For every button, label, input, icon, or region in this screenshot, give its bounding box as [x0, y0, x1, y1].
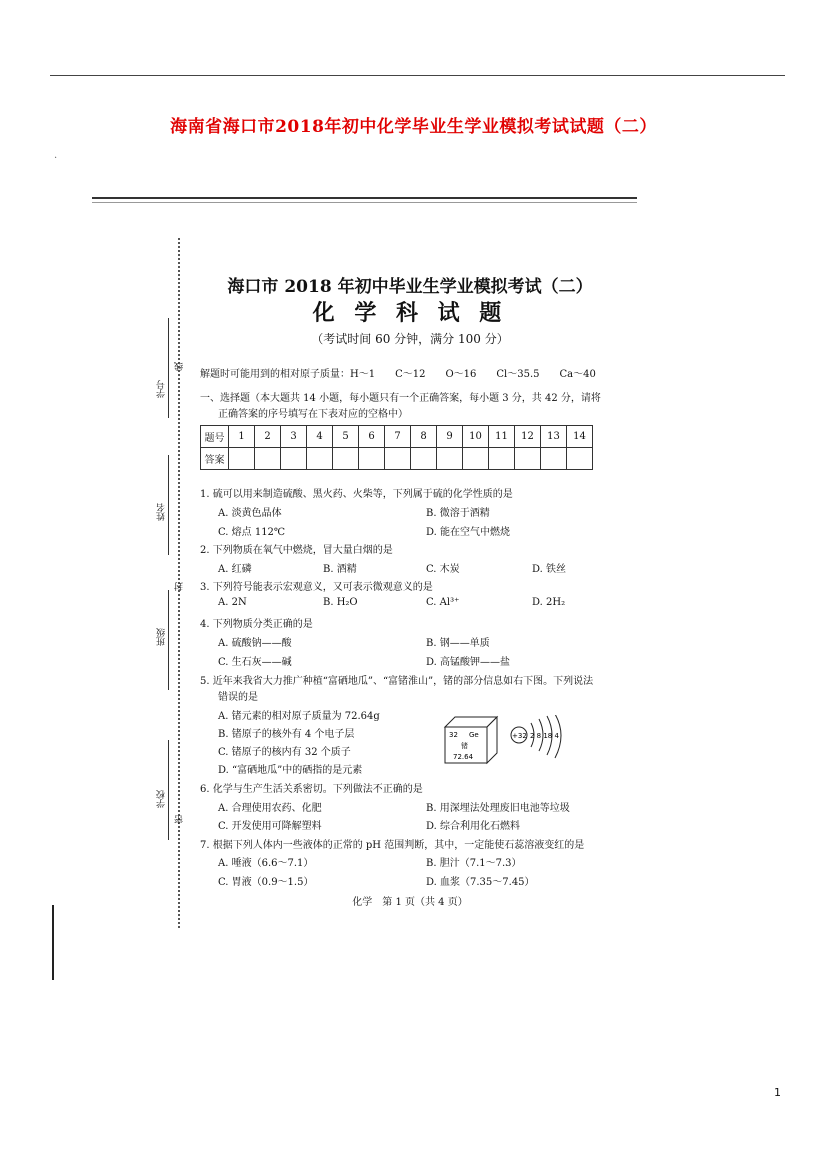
answer-cell[interactable] [437, 448, 463, 470]
ge-atomic-number: 32 [449, 731, 458, 739]
answer-cell[interactable] [385, 448, 411, 470]
option-6c: C. 开发使用可降解塑料 [218, 821, 322, 832]
atomic-masses: 解题时可能用到的相对原子质量：H～1 C～12 O～16 Cl～35.5 Ca～40 [200, 369, 596, 380]
table-header-cell: 答案 [201, 448, 229, 470]
question-number-cell: 3 [281, 426, 307, 448]
question-number-cell: 4 [307, 426, 333, 448]
question-number-cell: 5 [333, 426, 359, 448]
question-number-cell: 2 [255, 426, 281, 448]
ge-name: 锗 [461, 742, 468, 750]
margin-label-banji: 班级 [157, 628, 167, 646]
option-7b: B. 胆汁（7.1～7.3） [426, 858, 522, 869]
question-number-cell: 1 [229, 426, 255, 448]
stray-dot: . [54, 150, 58, 161]
question-1: 1. 硫可以用来制造硫酸、黑火药、火柴等，下列属于硫的化学性质的是 [200, 489, 513, 500]
margin-label-xian: 线 [175, 362, 185, 371]
option-1b: B. 微溶于酒精 [426, 508, 490, 519]
answer-cell[interactable] [567, 448, 593, 470]
question-number-cell: 7 [385, 426, 411, 448]
option-7a: A. 唾液（6.6～7.1） [218, 858, 314, 869]
option-4c: C. 生石灰——碱 [218, 657, 292, 668]
answer-cell[interactable] [515, 448, 541, 470]
question-4: 4. 下列物质分类正确的是 [200, 619, 313, 630]
scan-edge-line [92, 197, 637, 199]
answer-cell[interactable] [489, 448, 515, 470]
option-7c: C. 胃液（0.9～1.5） [218, 877, 314, 888]
question-5: 5. 近年来我省大力推广种植“富硒地瓜”、“富锗淮山”，锗的部分信息如右下图。下列说法 [200, 676, 594, 687]
answer-cell[interactable] [255, 448, 281, 470]
option-3d: D. 2H₂ [532, 597, 566, 608]
top-rule [50, 75, 785, 76]
answer-cell[interactable] [541, 448, 567, 470]
question-2: 2. 下列物质在氧气中燃烧，冒大量白烟的是 [200, 545, 393, 556]
margin-label-feng: 封 [175, 582, 185, 591]
page-number: 1 [774, 1086, 781, 1099]
option-4d: D. 高锰酸钾——盐 [426, 657, 511, 668]
question-number-cell: 12 [515, 426, 541, 448]
question-number-cell: 11 [489, 426, 515, 448]
answer-cell[interactable] [333, 448, 359, 470]
ge-electron-shells: 2 8 18 4 [530, 732, 559, 740]
question-number-cell: 13 [541, 426, 567, 448]
margin-label-xuehao: 学号 [157, 380, 167, 398]
option-5a: A. 锗元素的相对原子质量为 72.64g [218, 711, 380, 722]
table-header-cell: 题号 [201, 426, 229, 448]
option-6a: A. 合理使用农药、化肥 [218, 803, 322, 814]
option-3c: C. Al³⁺ [426, 597, 460, 608]
option-2b: B. 酒精 [323, 564, 357, 575]
exam-time: （考试时间 60 分钟，满分 100 分） [311, 332, 509, 346]
question-3: 3. 下列符号能表示宏观意义，又可表示微观意义的是 [200, 582, 433, 593]
answer-cell[interactable] [463, 448, 489, 470]
question-7: 7. 根据下列人体内一些液体的正常的 pH 范围判断，其中，一定能使石蕊溶液变红的是 [200, 840, 585, 851]
question-5-cont: 错误的是 [218, 692, 258, 703]
question-6: 6. 化学与生产生活关系密切。下列做法不正确的是 [200, 784, 423, 795]
option-5b: B. 锗原子的核外有 4 个电子层 [218, 729, 355, 740]
option-1d: D. 能在空气中燃烧 [426, 527, 511, 538]
question-number-cell: 6 [359, 426, 385, 448]
option-4b: B. 钢——单质 [426, 638, 490, 649]
answer-cell[interactable] [281, 448, 307, 470]
answer-cell[interactable] [411, 448, 437, 470]
ge-nucleus-charge: +32 [512, 732, 527, 740]
answer-table [200, 425, 593, 470]
ge-symbol: Ge [469, 731, 479, 739]
margin-fill-line [168, 318, 169, 418]
option-7d: D. 血浆（7.35～7.45） [426, 877, 535, 888]
answer-cell[interactable] [359, 448, 385, 470]
germanium-element-figure [443, 715, 573, 765]
option-1a: A. 淡黄色晶体 [218, 508, 282, 519]
section-one-heading: 一、选择题（本大题共 14 小题，每小题只有一个正确答案，每小题 3 分，共 42 分，请将 [200, 393, 601, 404]
option-1c: C. 熔点 112℃ [218, 527, 286, 538]
section-one-heading-2: 正确答案的序号填写在下表对应的空格中） [218, 409, 408, 420]
option-6d: D. 综合利用化石燃料 [426, 821, 521, 832]
document-title: 海南省海口市2018年初中化学毕业生学业模拟考试试题（二） [170, 117, 657, 137]
option-2d: D. 铁丝 [532, 564, 567, 575]
question-number-cell: 8 [411, 426, 437, 448]
margin-fill-line [168, 590, 169, 690]
question-number-cell: 10 [463, 426, 489, 448]
option-2c: C. 木炭 [426, 564, 460, 575]
margin-label-xingming: 姓名 [157, 503, 167, 521]
exam-subject: 化 学 科 试 题 [312, 300, 508, 326]
option-3b: B. H₂O [323, 597, 358, 608]
margin-fill-line [168, 455, 169, 555]
margin-label-xuexiao: 学校 [157, 790, 167, 808]
option-2a: A. 红磷 [218, 564, 252, 575]
question-number-cell: 14 [567, 426, 593, 448]
exam-page-footer: 化学 第 1 页（共 4 页） [352, 897, 468, 908]
scan-edge-line-2 [92, 202, 637, 203]
option-6b: B. 用深埋法处理废旧电池等垃圾 [426, 803, 570, 814]
margin-label-mi: 密 [175, 815, 185, 824]
option-5c: C. 锗原子的核内有 32 个质子 [218, 747, 351, 758]
question-number-cell: 9 [437, 426, 463, 448]
ge-mass: 72.64 [453, 753, 474, 761]
margin-fill-line [168, 740, 169, 840]
option-5d: D. “富硒地瓜”中的硒指的是元素 [218, 765, 363, 776]
exam-title: 海口市 2018 年初中毕业生学业模拟考试（二） [227, 277, 593, 297]
answer-cell[interactable] [307, 448, 333, 470]
option-4a: A. 硫酸钠——酸 [218, 638, 292, 649]
option-3a: A. 2N [218, 597, 247, 608]
scan-left-mark [52, 905, 54, 980]
answer-cell[interactable] [229, 448, 255, 470]
